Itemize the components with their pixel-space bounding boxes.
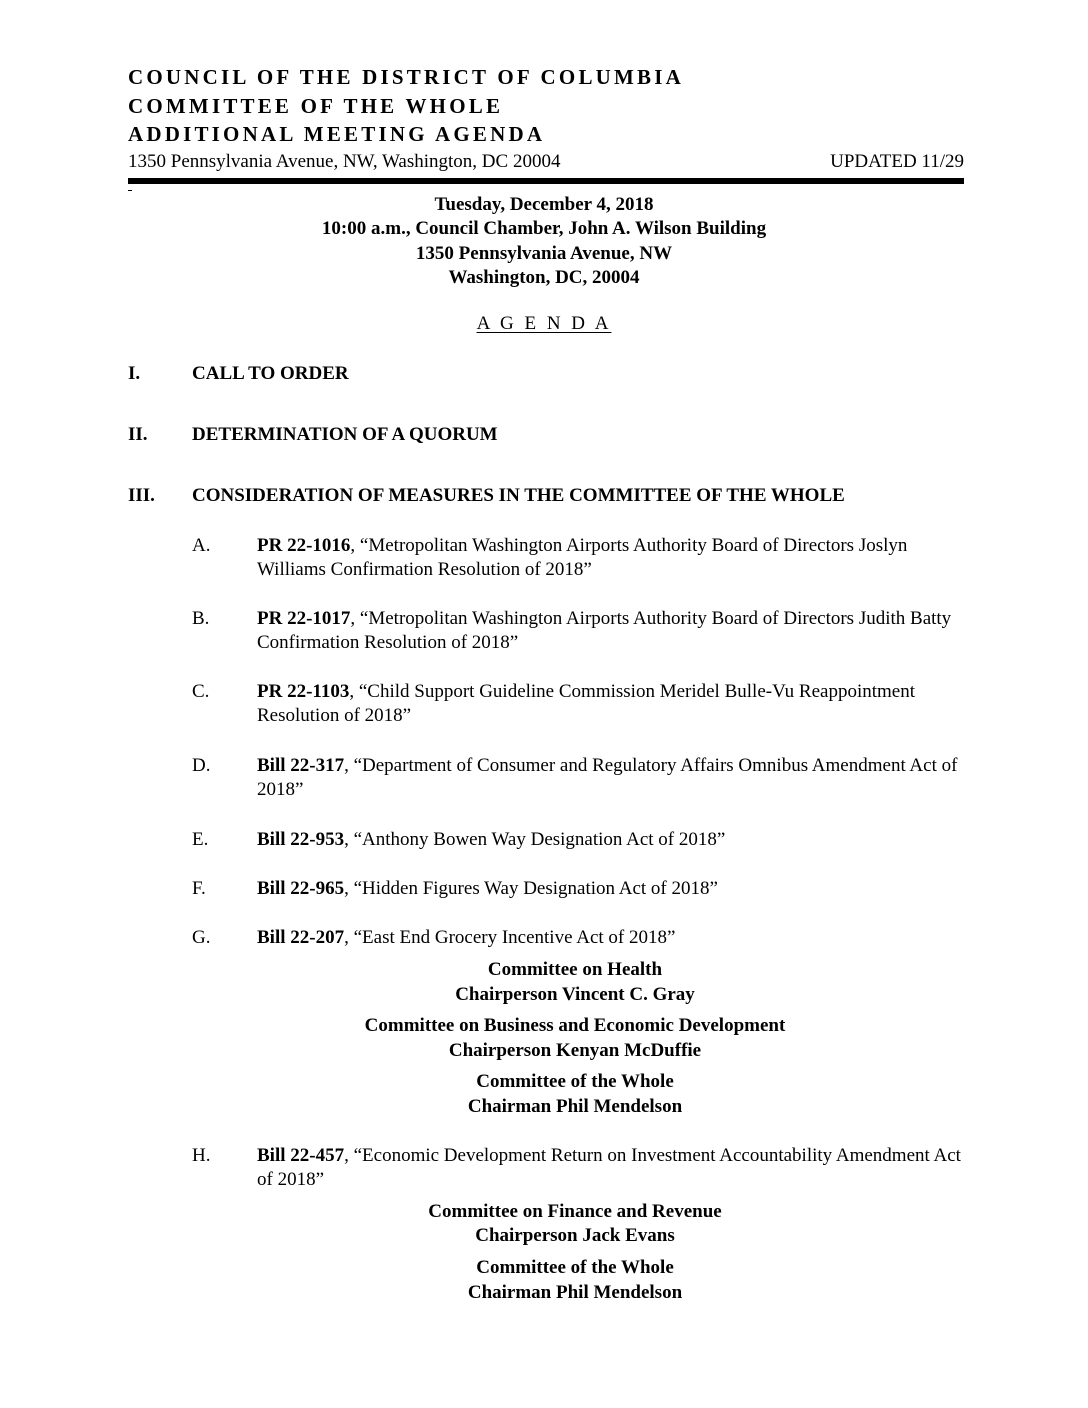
agenda-heading: A G E N D A bbox=[476, 313, 612, 334]
meeting-time-place: 10:00 a.m., Council Chamber, John A. Wilson Building bbox=[321, 218, 767, 239]
measure-id: Bill 22-207 bbox=[257, 927, 345, 948]
committee-chair: Chairman Phil Mendelson bbox=[467, 1282, 683, 1303]
item-letter: F. bbox=[192, 878, 206, 899]
item-body bbox=[257, 680, 977, 728]
item-body bbox=[257, 926, 977, 950]
measure-title: , “Hidden Figures Way Designation Act of 2018” bbox=[344, 878, 718, 899]
committee-chair: Chairperson Jack Evans bbox=[475, 1225, 675, 1246]
header-tick bbox=[128, 190, 132, 191]
meeting-street: 1350 Pennsylvania Avenue, NW bbox=[415, 243, 673, 264]
measure-id: PR 22-1017 bbox=[257, 608, 351, 629]
measure-title: , “East End Grocery Incentive Act of 2018” bbox=[344, 927, 676, 948]
meeting-date: Tuesday, December 4, 2018 bbox=[434, 194, 654, 215]
committee-chair: Chairperson Vincent C. Gray bbox=[455, 984, 695, 1005]
item-letter: E. bbox=[192, 829, 209, 850]
updated-label: UPDATED 11/29 bbox=[830, 151, 964, 172]
committee-name: Committee of the Whole bbox=[476, 1071, 674, 1092]
item-body bbox=[257, 1144, 977, 1192]
item-body bbox=[257, 754, 977, 802]
measure-id: PR 22-1103 bbox=[257, 681, 350, 702]
agenda-type-title: ADDITIONAL MEETING AGENDA bbox=[128, 122, 546, 146]
item-letter: C. bbox=[192, 681, 210, 702]
meeting-city: Washington, DC, 20004 bbox=[448, 267, 640, 288]
measure-id: Bill 22-457 bbox=[257, 1145, 345, 1166]
measure-title: , “Child Support Guideline Commission Meridel Bulle-Vu Reappointment Resolution of 2018” bbox=[257, 681, 915, 726]
council-address: 1350 Pennsylvania Avenue, NW, Washington, DC 20004 bbox=[128, 151, 561, 172]
address-row bbox=[128, 150, 964, 174]
committee-chair: Chairperson Kenyan McDuffie bbox=[448, 1040, 702, 1061]
committee-chair: Chairman Phil Mendelson bbox=[467, 1096, 683, 1117]
section-title: CALL TO ORDER bbox=[192, 363, 349, 384]
section-number: II. bbox=[128, 424, 148, 445]
section-title: DETERMINATION OF A QUORUM bbox=[192, 424, 498, 445]
agenda-heading-wrap bbox=[0, 313, 1088, 335]
section-number: III. bbox=[128, 485, 155, 506]
item-letter: A. bbox=[192, 535, 211, 556]
committee-name: Committee on Health bbox=[487, 959, 663, 980]
measure-id: PR 22-1016 bbox=[257, 535, 351, 556]
measure-title: , “Metropolitan Washington Airports Authority Board of Directors Judith Batty Confirmation Resolution of 2018” bbox=[257, 608, 952, 653]
committee-title: COMMITTEE OF THE WHOLE bbox=[128, 94, 504, 118]
section-title: CONSIDERATION OF MEASURES IN THE COMMITTEE OF THE WHOLE bbox=[192, 485, 845, 506]
item-letter: H. bbox=[192, 1145, 211, 1166]
measure-title: , “Anthony Bowen Way Designation Act of 2018” bbox=[344, 829, 726, 850]
council-title: COUNCIL OF THE DISTRICT OF COLUMBIA bbox=[128, 65, 684, 89]
measure-title: , “Economic Development Return on Investment Accountability Amendment Act of 2018” bbox=[257, 1145, 961, 1190]
item-body bbox=[257, 828, 977, 852]
measure-id: Bill 22-965 bbox=[257, 878, 345, 899]
measure-id: Bill 22-953 bbox=[257, 829, 345, 850]
committee-name: Committee on Finance and Revenue bbox=[428, 1201, 722, 1222]
committee-name: Committee on Business and Economic Development bbox=[364, 1015, 786, 1036]
section-number: I. bbox=[128, 363, 141, 384]
item-letter: D. bbox=[192, 755, 211, 776]
measure-title: , “Department of Consumer and Regulatory Affairs Omnibus Amendment Act of 2018” bbox=[257, 755, 958, 800]
item-letter: G. bbox=[192, 927, 211, 948]
header-rule bbox=[128, 178, 964, 184]
item-body bbox=[257, 607, 977, 655]
measure-title: , “Metropolitan Washington Airports Authority Board of Directors Joslyn Williams Confirmation Resolution of 2018” bbox=[257, 535, 908, 580]
measure-id: Bill 22-317 bbox=[257, 755, 345, 776]
item-letter: B. bbox=[192, 608, 210, 629]
item-body bbox=[257, 534, 977, 582]
committee-name: Committee of the Whole bbox=[476, 1257, 674, 1278]
item-body bbox=[257, 877, 977, 901]
